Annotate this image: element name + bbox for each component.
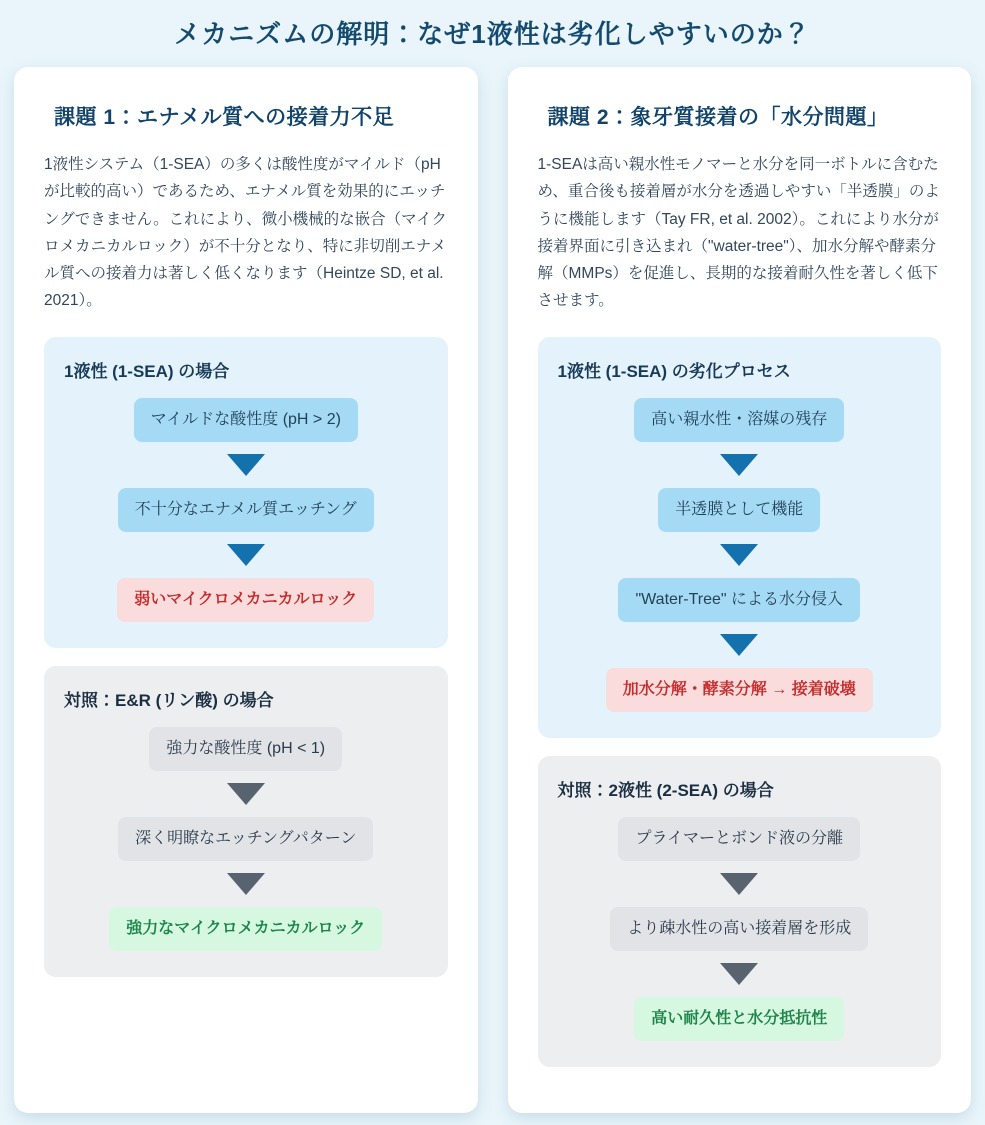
arrow-down-icon — [227, 544, 265, 566]
flow-step: "Water-Tree" による水分侵入 — [618, 578, 860, 622]
card-body-text: 1-SEAは高い親水性モノマーと水分を同一ボトルに含むため、重合後も接着層が水分を透過しやすい「半透膜」のように機能します（Tay FR, et al. 2002）。これにより水分が接着界面に引き込まれ（"water-tree"）、加水分解や酵素分解（MMPs）を促進し、長期的な接着耐久性を著しく低下させます。 — [537, 156, 940, 310]
flow-step: 半透膜として機能 — [658, 488, 820, 532]
flow-step: プライマーとボンド液の分離 — [618, 817, 860, 861]
page-title: メカニズムの解明：なぜ1液性は劣化しやすいのか？ — [174, 19, 811, 49]
arrow-down-icon — [227, 873, 265, 895]
flow-step: 深く明瞭なエッチングパターン — [118, 817, 373, 861]
flow-step: 高い親水性・溶媒の残存 — [634, 398, 844, 442]
arrow-down-icon — [227, 454, 265, 476]
content-columns — [14, 67, 971, 1113]
panel-title: 1液性 (1-SEA) の場合 — [64, 361, 230, 381]
flow-step: 不十分なエナメル質エッチング — [118, 488, 374, 532]
flow-step: より疎水性の高い接着層を形成 — [610, 907, 868, 951]
flow-step: 加水分解・酵素分解 → 接着破壊 — [606, 668, 873, 712]
arrow-down-icon — [720, 963, 758, 985]
panel-1sea-case — [44, 337, 448, 648]
panel-2sea-contrast — [538, 756, 942, 1067]
card-challenge-1 — [14, 67, 478, 1113]
arrow-down-icon — [720, 544, 758, 566]
arrow-down-icon — [720, 634, 758, 656]
arrow-down-icon — [720, 454, 758, 476]
arrow-down-icon — [227, 783, 265, 805]
panel-er-contrast — [44, 666, 448, 977]
card-body-text: 1液性システム（1-SEA）の多くは酸性度がマイルド（pHが比較的高い）であるため、エナメル質を効果的にエッチングできません。これにより、微小機械的な嵌合（マイクロメカニカルロック）が不十分となり、特に非切削エナメル質への接着力は著しく低くなります（Heintze SD, et al. 2021）。 — [44, 156, 448, 310]
flow-step: 強力なマイクロメカニカルロック — [109, 907, 382, 951]
flow-diagram — [558, 817, 922, 1041]
panel-title: 1液性 (1-SEA) の劣化プロセス — [557, 361, 791, 381]
flow-step: 強力な酸性度 (pH < 1) — [149, 727, 342, 771]
flow-step: 高い耐久性と水分抵抗性 — [634, 997, 844, 1041]
card-heading: 課題 1：エナメル質への接着力不足 — [54, 106, 395, 129]
flow-diagram — [64, 398, 428, 622]
arrow-down-icon — [720, 873, 758, 895]
flow-step: 弱いマイクロメカニカルロック — [117, 578, 374, 622]
panel-title: 対照：2液性 (2-SEA) の場合 — [557, 780, 774, 800]
card-challenge-2 — [508, 67, 972, 1113]
flow-diagram — [558, 398, 922, 712]
flow-diagram — [64, 727, 428, 951]
card-heading: 課題 2：象牙質接着の「水分問題」 — [547, 106, 889, 129]
panel-1sea-degradation — [538, 337, 942, 738]
flow-step: マイルドな酸性度 (pH > 2) — [134, 398, 358, 442]
panel-title: 対照：E&R (リン酸) の場合 — [64, 690, 274, 710]
